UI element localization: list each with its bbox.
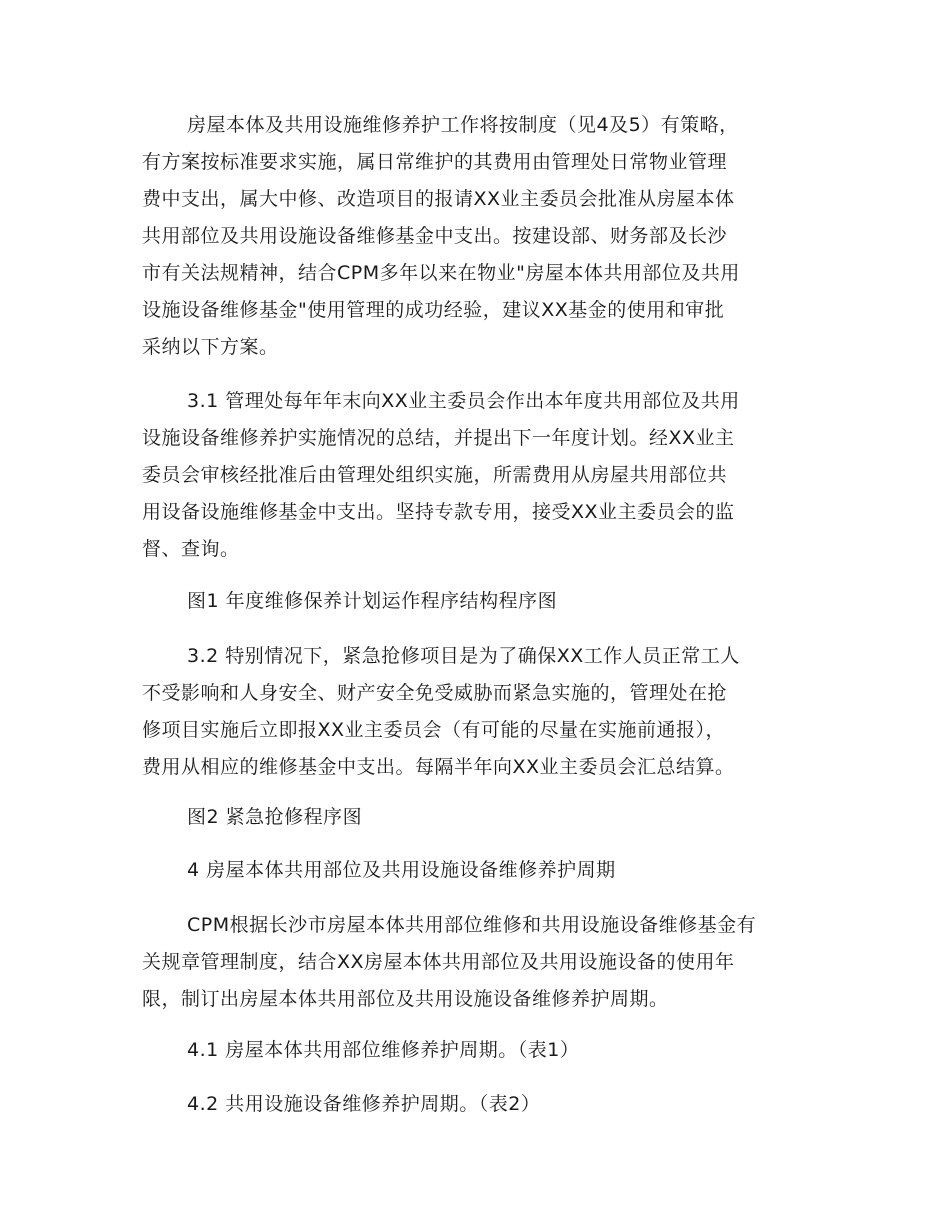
section-4-heading: [142, 852, 810, 889]
text-line: 费中支出，属大中修、改造项目的报请XX业主委员会批准从房屋本体: [142, 188, 735, 210]
paragraph-section-3-2: [142, 638, 810, 786]
text-line: 4.2 共用设施设备维修养护周期。（表2）: [187, 1093, 541, 1115]
text-line: 4.1 房屋本体共用部位维修养护周期。（表1）: [187, 1039, 580, 1061]
figure-1-caption: [142, 583, 810, 620]
text-line: 修项目实施后立即报XX业主委员会（有可能的尽量在实施前通报），: [142, 719, 726, 741]
text-line: 有方案按标准要求实施，属日常维护的其费用由管理处日常物业管理: [142, 151, 728, 173]
text-line: 共用部位及共用设施设备维修基金中支出。按建设部、财务部及长沙: [142, 225, 728, 247]
text-line: 设施设备维修养护实施情况的总结，并提出下一年度计划。经XX业主: [142, 427, 735, 449]
paragraph-maintenance-policy: [142, 107, 810, 366]
paragraph-section-3-1: [142, 383, 810, 568]
figure-2-caption: [142, 799, 810, 836]
text-line: 设施设备维修基金"使用管理的成功经验，建议XX基金的使用和审批: [142, 299, 725, 321]
text-line: 关规章管理制度，结合XX房屋本体共用部位及共用设施设备的使用年: [142, 951, 735, 973]
text-line: 不受影响和人身安全、财产安全免受威胁而紧急实施的，管理处在抢: [142, 682, 728, 704]
text-line: 图2 紧急抢修程序图: [187, 806, 363, 828]
text-line: 图1 年度维修保养计划运作程序结构程序图: [187, 590, 558, 612]
text-line: 采纳以下方案。: [142, 336, 279, 358]
section-4-1-line: [142, 1032, 810, 1069]
text-line: 3.1 管理处每年年末向XX业主委员会作出本年度共用部位及共用: [187, 390, 740, 412]
paragraph-section-4-intro: [142, 907, 810, 1018]
text-line: CPM根据长沙市房屋本体共用部位维修和共用设施设备维修基金有: [187, 914, 757, 936]
text-line: 市有关法规精神，结合CPM多年以来在物业"房屋本体共用部位及共用: [142, 262, 740, 284]
text-line: 用设备设施维修基金中支出。坚持专款专用，接受XX业主委员会的监: [142, 501, 735, 523]
text-line: 督、查询。: [142, 538, 240, 560]
text-line: 房屋本体及共用设施维修养护工作将按制度（见4及5）有策略，: [187, 114, 739, 136]
section-4-2-line: [142, 1086, 810, 1123]
text-line: 限，制订出房屋本体共用部位及共用设施设备维修养护周期。: [142, 988, 669, 1010]
text-line: 3.2 特别情况下，紧急抢修项目是为了确保XX工作人员正常工人: [187, 645, 740, 667]
text-line: 费用从相应的维修基金中支出。每隔半年向XX业主委员会汇总结算。: [142, 756, 735, 778]
text-line: 4 房屋本体共用部位及共用设施设备维修养护周期: [187, 859, 616, 881]
text-line: 委员会审核经批准后由管理处组织实施，所需费用从房屋共用部位共: [142, 464, 728, 486]
